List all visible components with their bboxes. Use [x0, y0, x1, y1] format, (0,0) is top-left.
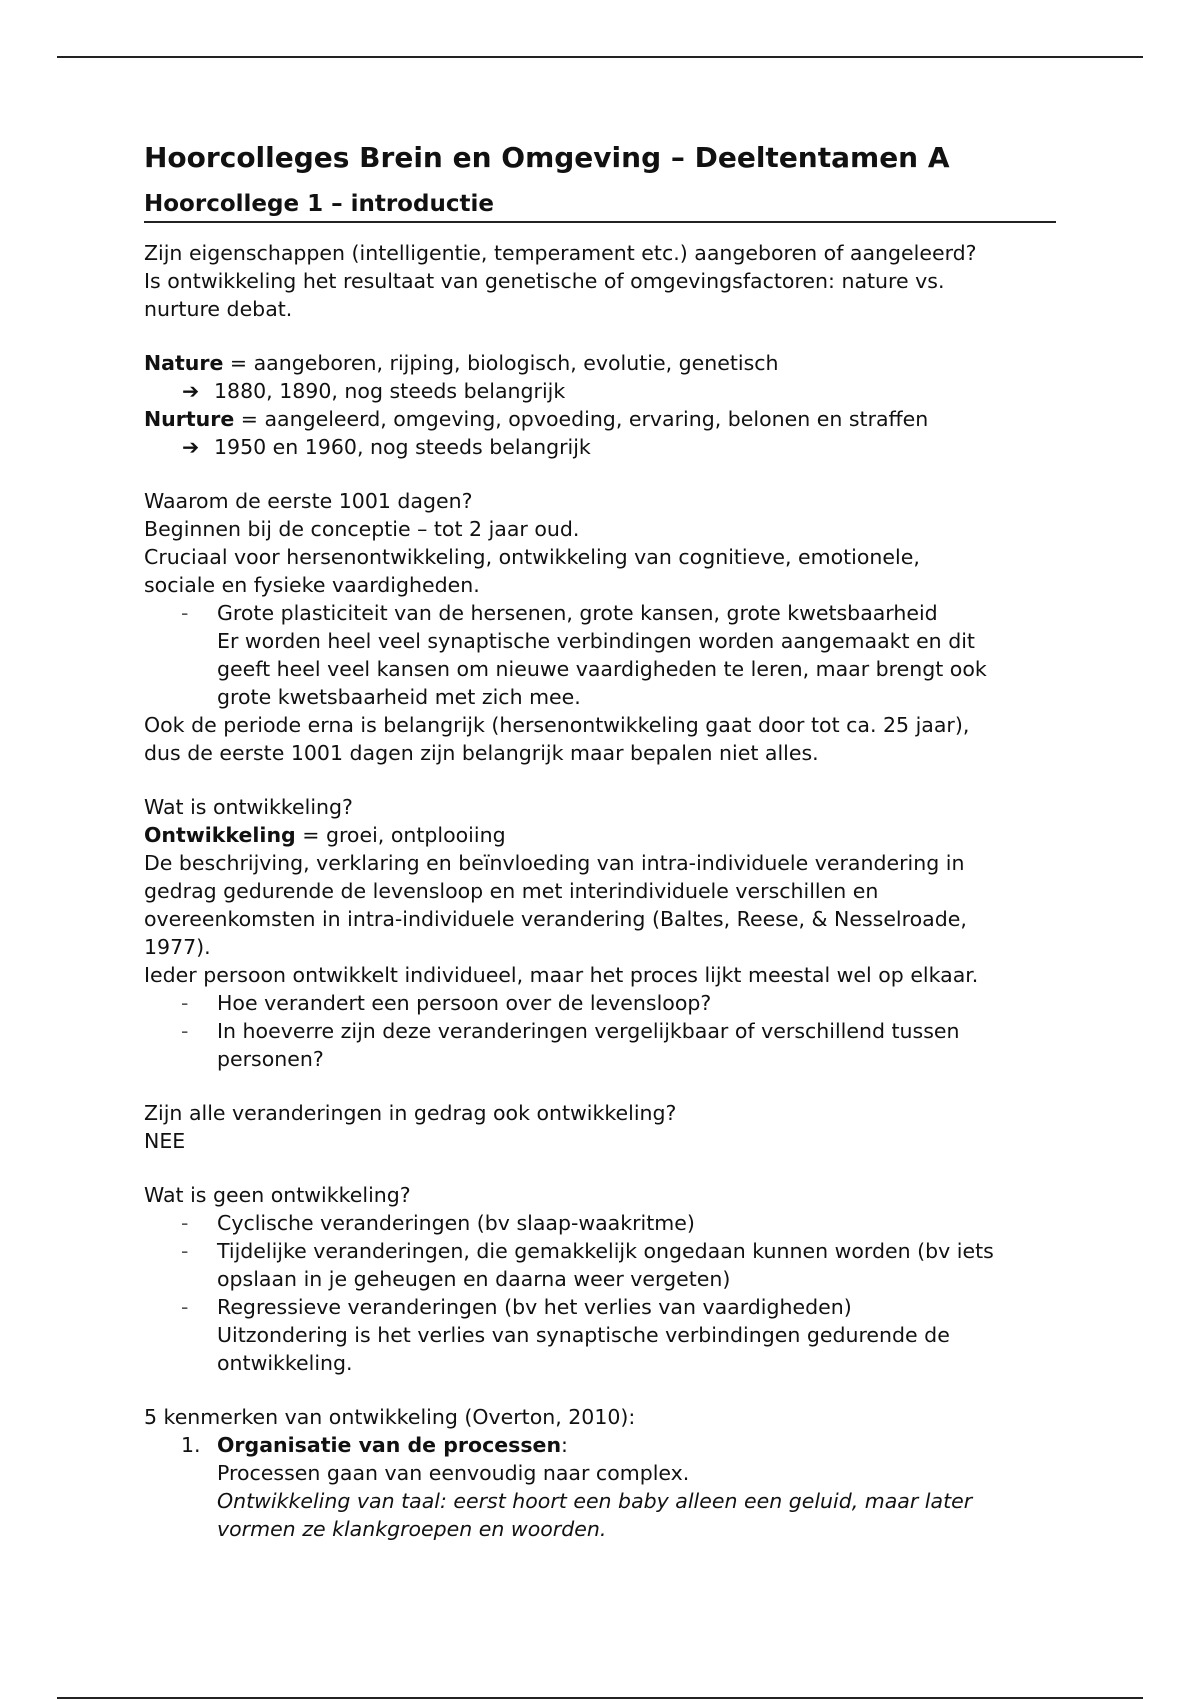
notdev-question: Wat is geen ontwikkeling? [144, 1183, 411, 1207]
nature-arrow-item [144, 377, 1064, 405]
document-title: Hoorcolleges Brein en Omgeving – Deeltentamen A [144, 141, 950, 174]
bullet-line: Tijdelijke veranderingen, die gemakkelijk ongedaan kunnen worden (bv iets [217, 1239, 994, 1263]
change-question: Zijn alle veranderingen in gedrag ook ontwikkeling? [144, 1101, 677, 1125]
dev-desc-line: Ieder persoon ontwikkelt individueel, maar het proces lijkt meestal wel op elkaar. [144, 963, 979, 987]
dash-icon: - [181, 1019, 189, 1043]
nurture-definition [144, 405, 1064, 433]
features-intro: 5 kenmerken van ontwikkeling (Overton, 2010): [144, 1405, 636, 1429]
dev-desc-line: 1977). [144, 935, 211, 959]
nature-definition [144, 349, 1064, 377]
header-rule [57, 56, 1143, 58]
nature-term: Nature [144, 351, 224, 375]
feature-example-line: Ontwikkeling van taal: eerst hoort een baby alleen een geluid, maar later [217, 1489, 973, 1513]
dev-bullet-list [144, 989, 1064, 1073]
days-line: Waarom de eerste 1001 dagen? [144, 489, 473, 513]
intro-line: Is ontwikkeling het resultaat van genetische of omgevingsfactoren: nature vs. [144, 269, 945, 293]
bullet-line: opslaan in je geheugen en daarna weer vergeten) [217, 1267, 731, 1291]
dash-icon: - [181, 1211, 189, 1235]
dev-question: Wat is ontwikkeling? [144, 795, 353, 819]
nurture-arrow-item [144, 433, 1064, 461]
dev-def: = groei, ontplooiing [295, 823, 506, 847]
dev-desc-line: overeenkomsten in intra-individuele verandering (Baltes, Reese, & Nesselroade, [144, 907, 967, 931]
arrow-icon: ➔ [182, 435, 200, 459]
bullet-line: Uitzondering is het verlies van synaptische verbindingen gedurende de [217, 1323, 950, 1347]
dash-icon: - [181, 1295, 189, 1319]
feature-heading [217, 1431, 1064, 1459]
dash-icon: - [181, 601, 189, 625]
list-item [144, 989, 1064, 1017]
bullet-line: In hoeverre zijn deze veranderingen vergelijkbaar of verschillend tussen [217, 1019, 960, 1043]
days-line: sociale en fysieke vaardigheden. [144, 573, 480, 597]
list-item [144, 1017, 1064, 1073]
bullet-line: personen? [217, 1047, 324, 1071]
days-after-line: dus de eerste 1001 dagen zijn belangrijk maar bepalen niet alles. [144, 741, 819, 765]
feature-example-line: vormen ze klankgroepen en woorden. [217, 1517, 607, 1541]
bullet-line: ontwikkeling. [217, 1351, 353, 1375]
notdev-bullet-list [144, 1209, 1064, 1377]
bullet-sub-line: geeft heel veel kansen om nieuwe vaardigheden te leren, maar brengt ook [217, 657, 987, 681]
nurture-term: Nurture [144, 407, 235, 431]
features-list [144, 1431, 1064, 1543]
nurture-def: = aangeleerd, omgeving, opvoeding, ervaring, belonen en straffen [234, 407, 929, 431]
feature-heading-colon: : [561, 1433, 568, 1457]
bullet-line: Regressieve veranderingen (bv het verlies van vaardigheden) [217, 1295, 852, 1319]
days-line: Beginnen bij de conceptie – tot 2 jaar oud. [144, 517, 580, 541]
bullet-sub-line: Er worden heel veel synaptische verbindingen worden aangemaakt en dit [217, 629, 975, 653]
dev-desc-line: De beschrijving, verklaring en beïnvloeding van intra-individuele verandering in [144, 851, 965, 875]
days-line: Cruciaal voor hersenontwikkeling, ontwikkeling van cognitieve, emotionele, [144, 545, 920, 569]
dev-desc-line: gedrag gedurende de levensloop en met interindividuele verschillen en [144, 879, 879, 903]
list-item [144, 1237, 1064, 1293]
dash-icon: - [181, 991, 189, 1015]
nature-def: = aangeboren, rijping, biologisch, evolutie, genetisch [223, 351, 779, 375]
nurture-arrow-text: 1950 en 1960, nog steeds belangrijk [214, 435, 591, 459]
bullet-head: Grote plasticiteit van de hersenen, grote kansen, grote kwetsbaarheid [217, 601, 938, 625]
arrow-icon: ➔ [182, 379, 200, 403]
feature-line: Processen gaan van eenvoudig naar complex. [217, 1461, 690, 1485]
dash-icon: - [181, 1239, 189, 1263]
intro-line: Zijn eigenschappen (intelligentie, temperament etc.) aangeboren of aangeleerd? [144, 241, 977, 265]
feature-heading-text: Organisatie van de processen [217, 1433, 562, 1457]
dev-definition [144, 821, 1064, 849]
list-number: 1. [181, 1433, 201, 1457]
section-heading: Hoorcollege 1 – introductie [144, 189, 1056, 223]
footer-rule [57, 1697, 1143, 1699]
list-item [144, 1431, 1064, 1543]
dev-term: Ontwikkeling [144, 823, 296, 847]
list-item [144, 1209, 1064, 1237]
list-item [144, 1293, 1064, 1377]
list-item [144, 599, 1064, 711]
days-after-line: Ook de periode erna is belangrijk (hersenontwikkeling gaat door tot ca. 25 jaar), [144, 713, 970, 737]
change-answer: NEE [144, 1129, 186, 1153]
days-bullet-list [144, 599, 1064, 711]
bullet-line: Cyclische veranderingen (bv slaap-waakritme) [217, 1211, 695, 1235]
intro-line: nurture debat. [144, 297, 293, 321]
document-body [144, 140, 1064, 1543]
bullet-line: Hoe verandert een persoon over de levensloop? [217, 991, 712, 1015]
nature-arrow-text: 1880, 1890, nog steeds belangrijk [214, 379, 566, 403]
bullet-sub-line: grote kwetsbaarheid met zich mee. [217, 685, 581, 709]
